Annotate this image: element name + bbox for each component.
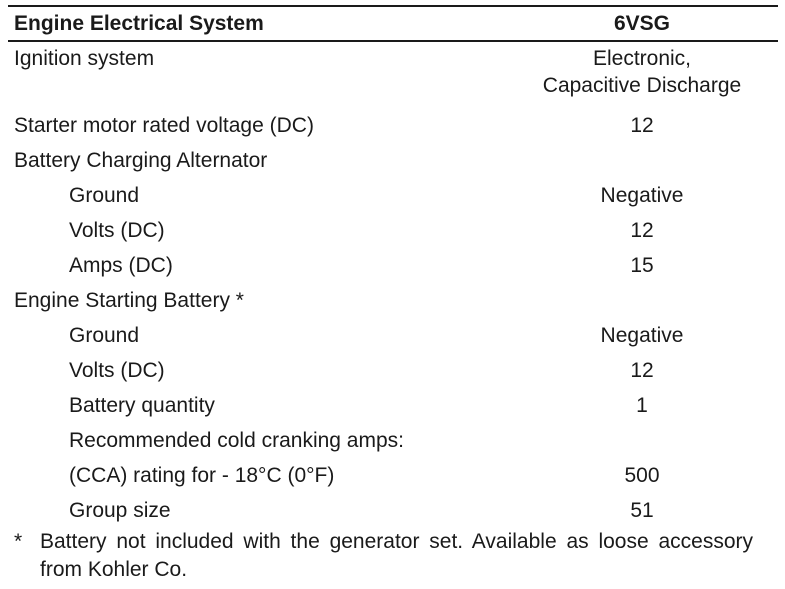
table-row	[8, 143, 778, 178]
footnote-text: Battery not included with the generator set. Available as loose accessory from Kohler Co.	[40, 530, 753, 581]
row-value: 12	[630, 359, 654, 382]
row-label: Battery quantity	[69, 394, 215, 417]
row-value-line: Capacitive Discharge	[542, 74, 742, 97]
row-value: Negative	[600, 324, 684, 347]
spec-table	[8, 5, 778, 528]
table-row	[8, 423, 778, 458]
footnote-marker: *	[14, 530, 23, 553]
table-row	[8, 213, 778, 248]
table-row	[8, 493, 778, 528]
row-label: Ground	[69, 324, 140, 347]
table-row	[8, 108, 778, 143]
row-value: 51	[630, 499, 654, 522]
header-model: 6VSG	[613, 11, 671, 35]
header-label: Engine Electrical System	[14, 11, 264, 35]
table-row	[8, 248, 778, 283]
row-value: 1	[636, 394, 648, 417]
row-value: 15	[630, 254, 654, 277]
row-label: Ignition system	[14, 47, 155, 70]
row-label: Recommended cold cranking amps:	[69, 429, 404, 452]
table-row	[8, 458, 778, 493]
row-label: Amps (DC)	[69, 254, 173, 277]
row-label: Volts (DC)	[69, 359, 165, 382]
table-row	[8, 178, 778, 213]
footnote	[8, 528, 753, 584]
row-value: 12	[630, 219, 654, 242]
row-label: Battery Charging Alternator	[14, 149, 268, 172]
row-value: 500	[624, 464, 660, 487]
row-label: Engine Starting Battery *	[14, 289, 244, 312]
table-row	[8, 42, 778, 108]
row-value	[506, 45, 778, 99]
table-row	[8, 283, 778, 318]
row-value-line: Electronic,	[592, 47, 692, 70]
row-label: (CCA) rating for - 18°C (0°F)	[69, 464, 335, 487]
row-label: Ground	[69, 184, 140, 207]
row-label: Volts (DC)	[69, 219, 165, 242]
table-row	[8, 353, 778, 388]
row-label: Starter motor rated voltage (DC)	[14, 114, 314, 137]
row-value: 12	[630, 114, 654, 137]
row-label: Group size	[69, 499, 171, 522]
table-row	[8, 388, 778, 423]
row-value: Negative	[600, 184, 684, 207]
table-row	[8, 318, 778, 353]
table-header	[8, 7, 778, 40]
